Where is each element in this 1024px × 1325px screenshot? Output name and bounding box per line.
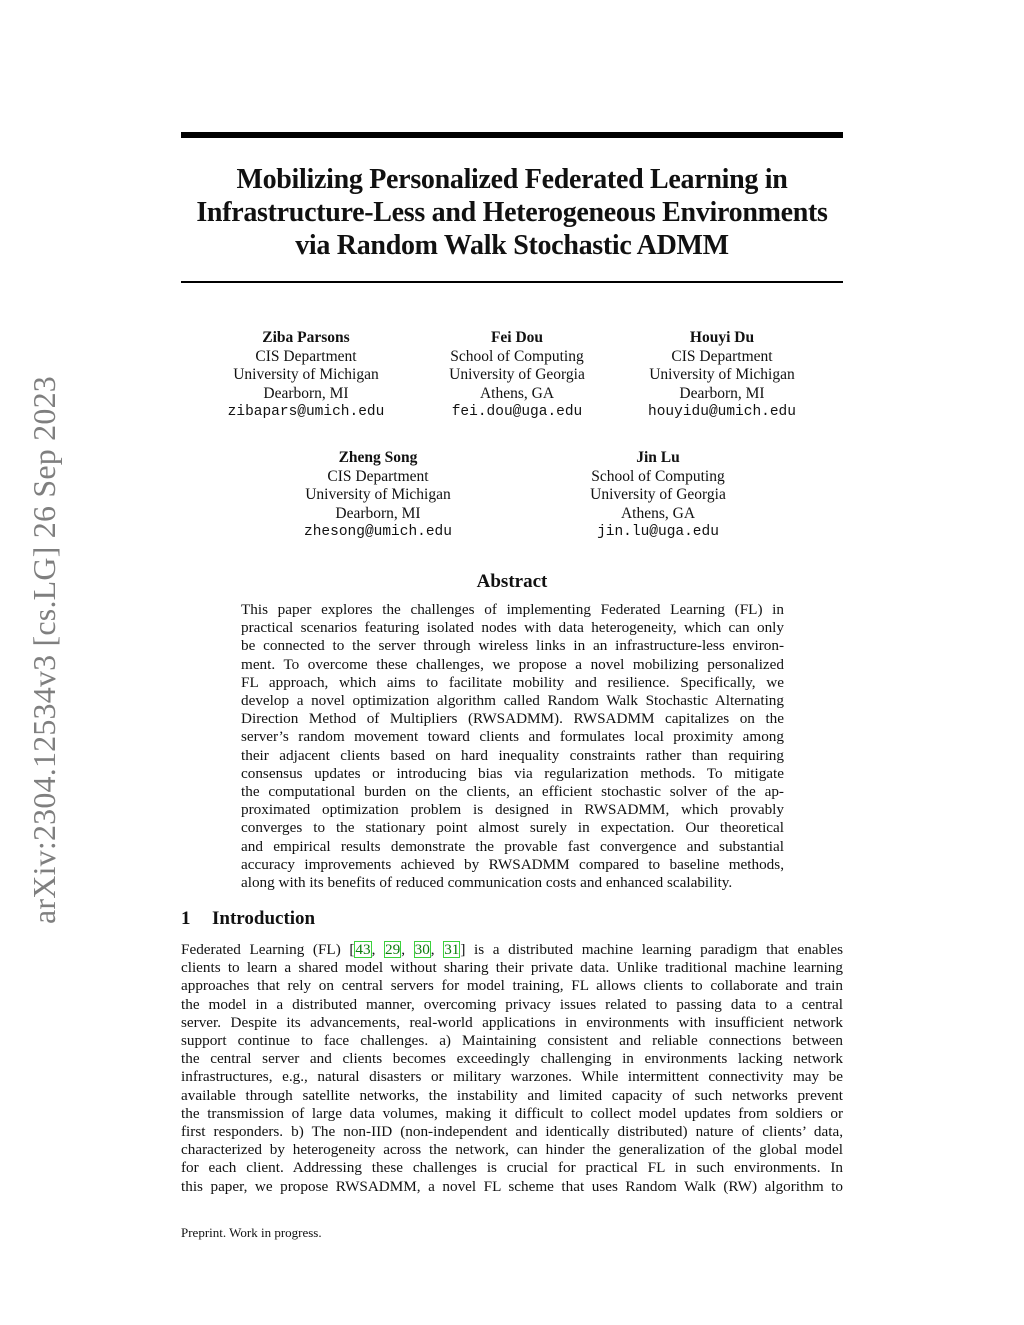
section-heading-introduction <box>181 908 843 930</box>
author-name: Ziba Parsons <box>262 329 350 346</box>
abstract-text <box>241 601 784 892</box>
author-email: fei.dou@uga.edu <box>451 404 583 420</box>
author-affiliation: University of Michigan <box>649 366 795 383</box>
author-block-3 <box>612 329 832 422</box>
author-affiliation: University of Michigan <box>305 486 451 503</box>
author-location: Dearborn, MI <box>335 504 421 522</box>
author-location: Athens, GA <box>479 384 555 402</box>
abstract-line: consensus updates or introducing bias via regularization methods. To mitigate <box>241 764 784 782</box>
author-department: School of Computing <box>591 467 725 485</box>
title-bottom-rule <box>181 281 843 283</box>
intro-line: characterized by heterogeneity across the network, can hinder the generalization of the global model <box>181 1141 843 1159</box>
intro-line: Federated Learning (FL) [43, 29, 30, 31] is a distributed machine learning paradigm that enables <box>181 941 844 958</box>
author-affiliation: University of Georgia <box>590 486 726 503</box>
abstract-line: and empirical results demonstrate the provable fast convergence and substantial <box>241 837 784 855</box>
abstract-line: This paper explores the challenges of implementing Federated Learning (FL) in <box>241 601 784 618</box>
abstract-heading: Abstract <box>476 571 548 592</box>
abstract-line: accuracy improvements achieved by RWSADMM compared to baseline methods, <box>241 855 784 873</box>
author-block-4 <box>268 449 488 542</box>
intro-line: available through satellite networks, the instability and limited capacity of such networks prevent <box>181 1086 843 1104</box>
author-block-2 <box>407 329 627 422</box>
intro-line-start: Federated Learning (FL) [ <box>181 941 355 958</box>
author-department: CIS Department <box>327 467 429 485</box>
author-name: Jin Lu <box>636 449 680 466</box>
intro-line: the model in a distributed manner, overcoming privacy issues related to passing data to a central <box>181 995 843 1013</box>
abstract-line: along with its benefits of reduced communication costs and enhanced scalability. <box>241 874 733 892</box>
intro-line: this paper, we propose RWSADMM, a novel FL scheme that uses Random Walk (RW) algorithm to <box>181 1177 843 1195</box>
preprint-footnote: Preprint. Work in progress. <box>181 1225 322 1240</box>
author-name: Zheng Song <box>338 449 418 466</box>
author-email: zibapars@umich.edu <box>227 404 385 420</box>
title-line-3: via Random Walk Stochastic ADMM <box>295 230 729 261</box>
author-location: Dearborn, MI <box>263 384 349 402</box>
intro-line: clients to learn a shared model without sharing their private data. Unlike traditional machine learning <box>181 959 843 977</box>
abstract-line: proximated optimization problem is designed in RWSADMM, which provably <box>241 801 784 819</box>
abstract-line: be connected to the server through wireless links in an infrastructure-less environ- <box>241 637 784 655</box>
abstract-line: the computational burden on the clients, an efficient stochastic solver of the ap- <box>241 783 784 801</box>
author-location: Dearborn, MI <box>679 384 765 402</box>
abstract-line: practical scenarios featuring isolated nodes with data heterogeneity, which can only <box>241 619 784 637</box>
abstract-line: Direction Method of Multipliers (RWSADMM). RWSADMM capitalizes on the <box>241 710 784 728</box>
abstract-line: develop a novel optimization algorithm called Random Walk Stochastic Alternating <box>241 692 784 710</box>
author-email: zhesong@umich.edu <box>304 524 452 540</box>
intro-line: infrastructures, e.g., natural disasters or military warzones. While intermittent connectivity may be <box>181 1068 843 1086</box>
title-line-1: Mobilizing Personalized Federated Learning in <box>236 164 788 195</box>
arxiv-identifier-stamp: arXiv:2304.12534v3 [cs.LG] 26 Sep 2023 <box>26 376 62 924</box>
author-block-1 <box>196 329 416 422</box>
intro-line: for each client. Addressing these challenges is crucial for practical FL in such environments. In <box>181 1159 843 1177</box>
abstract-line: their adjacent clients based on hard inequality constraints rather than requiring <box>241 746 784 764</box>
intro-line: the transmission of large data volumes, making it difficult to collect model updates from soldiers or <box>181 1104 843 1122</box>
abstract-line: converges to the stationary point almost surely in expectation. Our theoretical <box>241 819 784 837</box>
author-affiliation: University of Michigan <box>233 366 379 383</box>
section-title: Introduction <box>212 908 316 929</box>
citation-link[interactable]: 43 <box>355 941 371 958</box>
section-number: 1 <box>181 908 191 929</box>
intro-line: first responders. b) The non-IID (non-independent and identically distributed) nature of clients’ data, <box>181 1123 843 1141</box>
author-department: School of Computing <box>450 347 584 365</box>
citation-link[interactable]: 30 <box>414 941 430 958</box>
abstract-line: server’s random movement toward clients and formulates local proximity among <box>241 728 784 746</box>
title-line-2: Infrastructure-Less and Heterogeneous Environments <box>196 197 828 228</box>
intro-line: support continue to face challenges. a) Maintaining consistent and reliable connections between <box>181 1032 843 1050</box>
author-name: Houyi Du <box>689 329 755 346</box>
intro-line: approaches that rely on central servers for model training, FL allows clients to collaborate and train <box>181 977 843 995</box>
title-top-rule <box>181 132 843 138</box>
author-department: CIS Department <box>255 347 357 365</box>
citation-link[interactable]: 31 <box>444 941 460 958</box>
author-email: houyidu@umich.edu <box>648 404 796 420</box>
abstract-line: FL approach, which aims to facilitate mobility and resilience. Specifically, we <box>241 673 784 691</box>
intro-line: server. Despite its advancements, real-world applications in environments with insufficient network <box>181 1013 843 1031</box>
paper-title <box>181 163 843 262</box>
citation-link[interactable]: 29 <box>385 941 401 958</box>
introduction-text <box>181 941 843 1196</box>
author-affiliation: University of Georgia <box>449 366 585 383</box>
intro-line: the central server and clients becomes exceedingly challenging in environments lacking network <box>181 1050 843 1068</box>
author-location: Athens, GA <box>620 504 696 522</box>
author-department: CIS Department <box>671 347 773 365</box>
author-name: Fei Dou <box>490 329 544 346</box>
author-email: jin.lu@uga.edu <box>597 524 719 540</box>
author-block-5 <box>548 449 768 542</box>
abstract-line: ment. To overcome these challenges, we propose a novel mobilizing personalized <box>241 655 784 673</box>
intro-line-end: ] is a distributed machine learning paradigm that enables <box>460 941 844 958</box>
